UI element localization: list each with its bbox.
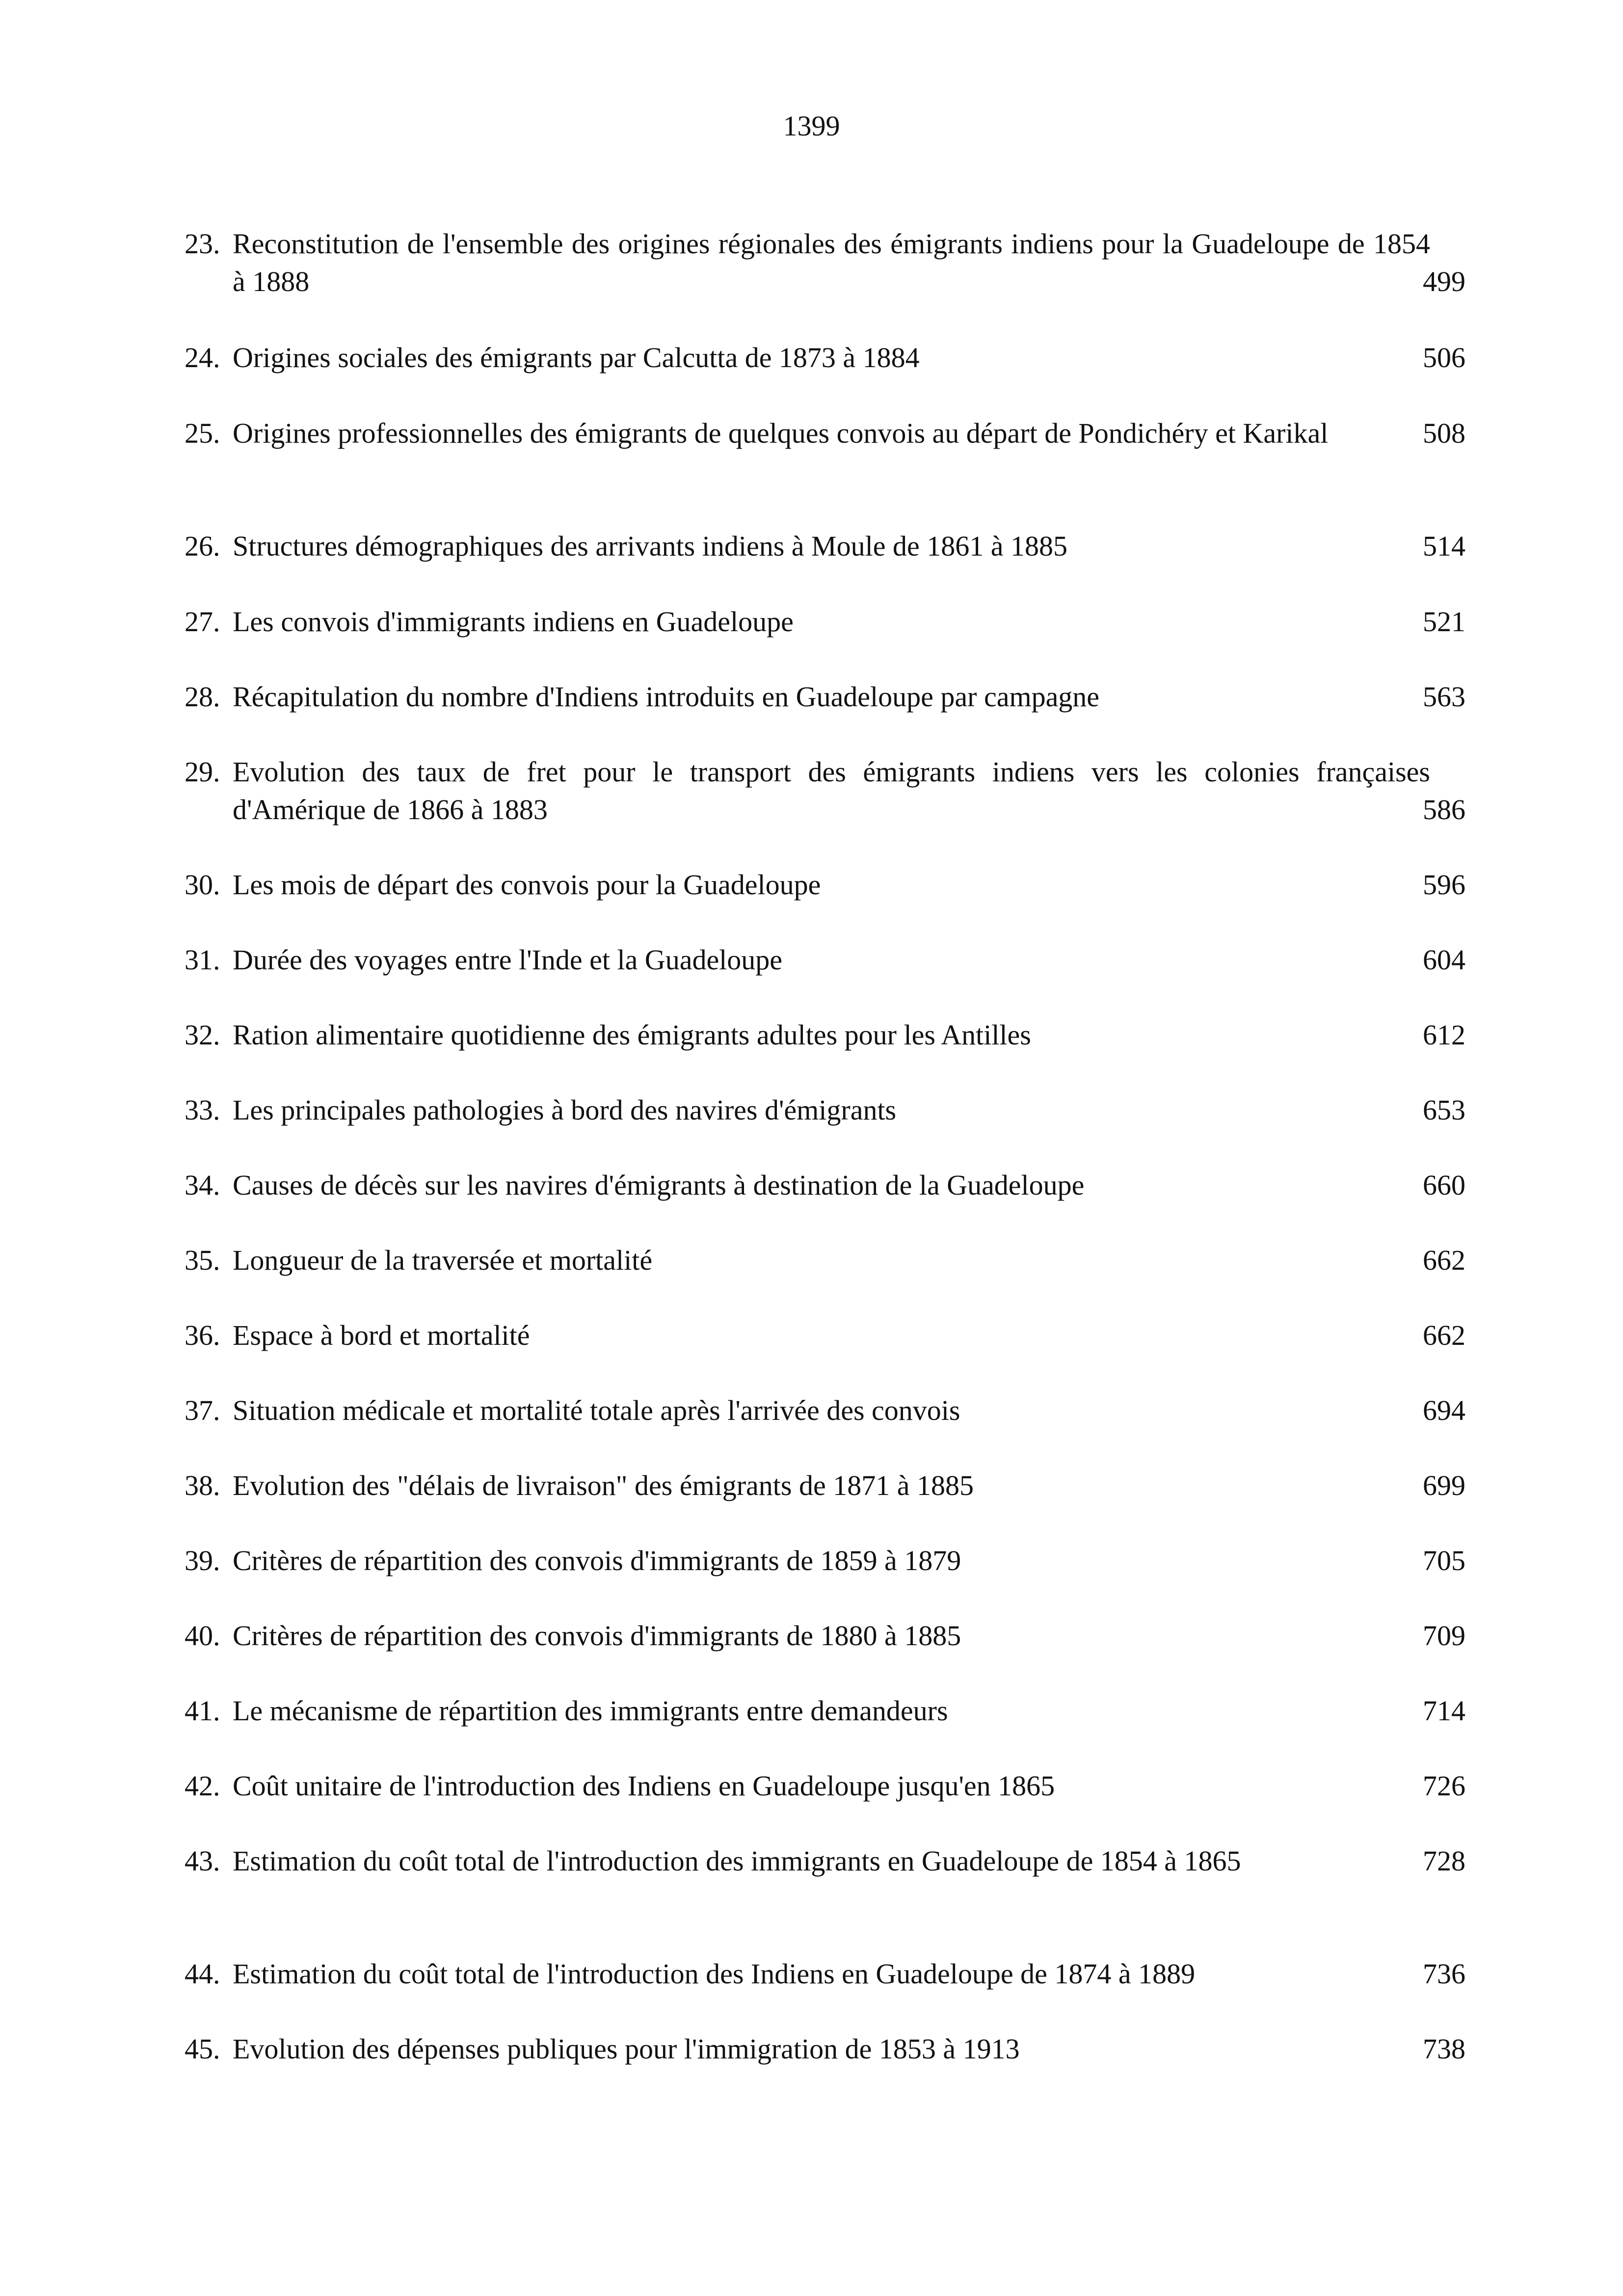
entry-page-number: 506 (1423, 342, 1465, 374)
entry-title: Les mois de départ des convois pour la Guadeloupe (233, 869, 821, 901)
toc-entry (185, 1955, 1465, 1993)
entry-title: Le mécanisme de répartition des immigrants entre demandeurs (233, 1695, 948, 1727)
entry-number: 28. (185, 681, 220, 713)
entry-number: 36. (185, 1319, 220, 1351)
entry-title: Les principales pathologies à bord des navires d'émigrants (233, 1094, 897, 1126)
entry-number: 34. (185, 1169, 220, 1201)
entry-number: 40. (185, 1620, 220, 1652)
entry-page-number: 738 (1423, 2033, 1465, 2065)
entry-number: 35. (185, 1244, 220, 1276)
page-number: 1399 (783, 110, 840, 142)
entry-title: Estimation du coût total de l'introduction des immigrants en Guadeloupe de 1854 à 1865 (233, 1845, 1241, 1877)
entry-page-number: 653 (1423, 1094, 1465, 1126)
toc-entry (185, 1692, 1465, 1730)
toc-entry (185, 678, 1465, 716)
toc-entry (185, 603, 1465, 641)
entry-page-number: 499 (1423, 266, 1465, 297)
entry-title: Critères de répartition des convois d'immigrants de 1880 à 1885 (233, 1620, 961, 1652)
toc-entry (185, 1617, 1465, 1655)
entry-number: 45. (185, 2033, 220, 2065)
entry-title: Causes de décès sur les navires d'émigrants à destination de la Guadeloupe (233, 1169, 1085, 1201)
entry-page-number: 660 (1423, 1169, 1465, 1201)
entry-number: 23. (185, 228, 220, 260)
entry-page-number: 694 (1423, 1394, 1465, 1426)
entry-page-number: 662 (1423, 1244, 1465, 1276)
toc-entry (185, 1091, 1465, 1129)
entry-page-number: 699 (1423, 1469, 1465, 1501)
entry-title: Durée des voyages entre l'Inde et la Guadeloupe (233, 944, 783, 976)
entry-page-number: 508 (1423, 417, 1465, 449)
entry-title: Les convois d'immigrants indiens en Guadeloupe (233, 606, 794, 638)
toc-entry (185, 866, 1465, 904)
entry-title: Reconstitution de l'ensemble des origines régionales des émigrants indiens pour la Guadeloupe de 1854 à 1888 (233, 228, 1430, 297)
entry-number: 41. (185, 1695, 220, 1727)
entry-title: Origines sociales des émigrants par Calcutta de 1873 à 1884 (233, 342, 920, 374)
entry-title: Origines professionnelles des émigrants de quelques convois au départ de Pondichéry et Karikal (233, 417, 1329, 449)
toc-entry (185, 1016, 1465, 1054)
toc-entry (185, 527, 1465, 565)
entry-page-number: 521 (1423, 606, 1465, 638)
entry-page-number: 662 (1423, 1319, 1465, 1351)
entry-page-number: 709 (1423, 1620, 1465, 1652)
entry-title: Estimation du coût total de l'introduction des Indiens en Guadeloupe de 1874 à 1889 (233, 1958, 1196, 1990)
entry-number: 33. (185, 1094, 220, 1126)
entry-number: 43. (185, 1845, 220, 1877)
entry-number: 44. (185, 1958, 220, 1990)
entry-page-number: 705 (1423, 1545, 1465, 1576)
toc-entry (185, 414, 1465, 452)
toc-entry (185, 1767, 1465, 1805)
entry-number: 26. (185, 530, 220, 562)
entry-title: Ration alimentaire quotidienne des émigrants adultes pour les Antilles (233, 1019, 1031, 1051)
entry-title: Critères de répartition des convois d'immigrants de 1859 à 1879 (233, 1545, 961, 1576)
entry-number: 38. (185, 1469, 220, 1501)
entry-title: Evolution des dépenses publiques pour l'immigration de 1853 à 1913 (233, 2033, 1020, 2065)
entry-number: 39. (185, 1545, 220, 1576)
toc-entry (185, 225, 1465, 300)
entry-page-number: 596 (1423, 869, 1465, 901)
entry-page-number: 714 (1423, 1695, 1465, 1727)
entry-page-number: 728 (1423, 1845, 1465, 1877)
entry-title: Espace à bord et mortalité (233, 1319, 530, 1351)
toc-entry (185, 1391, 1465, 1429)
entry-title: Evolution des taux de fret pour le transport des émigrants indiens vers les colonies françaises d'Amérique de 1866 à 1883 (233, 756, 1430, 826)
entry-page-number: 736 (1423, 1958, 1465, 1990)
entry-number: 30. (185, 869, 220, 901)
entry-number: 31. (185, 944, 220, 976)
toc-entry (185, 1467, 1465, 1504)
toc-entry (185, 339, 1465, 376)
entry-number: 37. (185, 1394, 220, 1426)
entry-title: Situation médicale et mortalité totale après l'arrivée des convois (233, 1394, 960, 1426)
entry-title: Longueur de la traversée et mortalité (233, 1244, 653, 1276)
entry-page-number: 612 (1423, 1019, 1465, 1051)
entry-title: Récapitulation du nombre d'Indiens introduits en Guadeloupe par campagne (233, 681, 1100, 713)
entry-number: 27. (185, 606, 220, 638)
entry-page-number: 514 (1423, 530, 1465, 562)
toc-entry (185, 1542, 1465, 1579)
entry-page-number: 604 (1423, 944, 1465, 976)
toc-entry (185, 1241, 1465, 1279)
toc-entry (185, 941, 1465, 979)
entry-number: 29. (185, 756, 220, 788)
entry-page-number: 563 (1423, 681, 1465, 713)
entry-page-number: 726 (1423, 1770, 1465, 1802)
entry-number: 25. (185, 417, 220, 449)
entry-number: 42. (185, 1770, 220, 1802)
entry-number: 24. (185, 342, 220, 374)
toc-entry (185, 753, 1465, 828)
toc-entry (185, 2030, 1465, 2068)
entry-title: Evolution des "délais de livraison" des émigrants de 1871 à 1885 (233, 1469, 974, 1501)
toc-entry (185, 1842, 1465, 1880)
toc-entry (185, 1316, 1465, 1354)
entry-page-number: 586 (1423, 794, 1465, 826)
toc-entry (185, 1166, 1465, 1204)
entry-number: 32. (185, 1019, 220, 1051)
entry-title: Structures démographiques des arrivants indiens à Moule de 1861 à 1885 (233, 530, 1067, 562)
entry-title: Coût unitaire de l'introduction des Indiens en Guadeloupe jusqu'en 1865 (233, 1770, 1055, 1802)
